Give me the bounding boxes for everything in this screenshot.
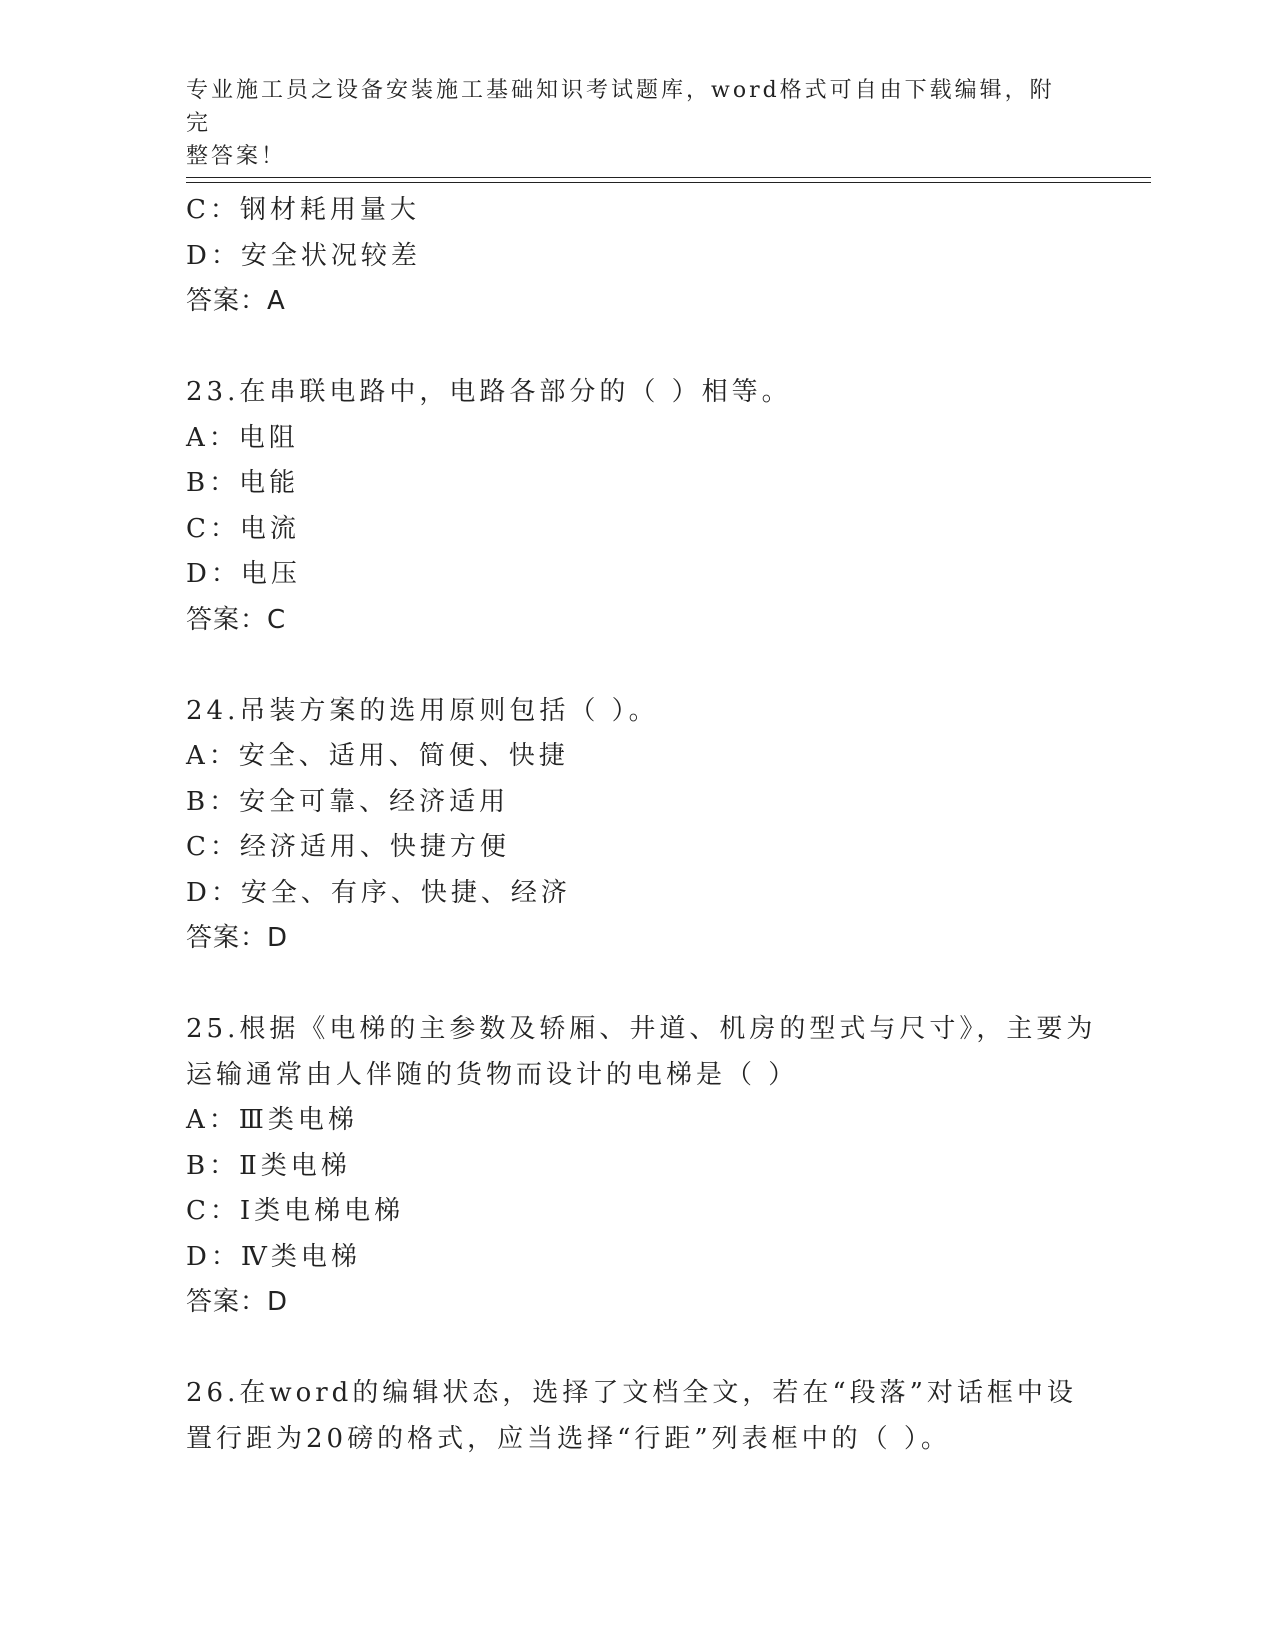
option-line: A：安全、适用、简便、快捷: [186, 741, 569, 771]
option-line: D：安全状况较差: [186, 240, 421, 271]
option-line: B：电能: [186, 468, 300, 498]
question-fragment-22: [186, 188, 1086, 325]
option-line: D：Ⅳ类电梯: [186, 1241, 361, 1272]
answer-line: 答案：D: [186, 1287, 289, 1317]
option-line: B：Ⅱ类电梯: [186, 1150, 351, 1181]
answer-line: 答案：C: [186, 604, 287, 635]
header-divider-top: [186, 177, 1151, 178]
question-text: 运输通常由人伴随的货物而设计的电梯是（ ）: [186, 1059, 799, 1090]
option-line: C：Ⅰ类电梯电梯: [186, 1196, 405, 1226]
option-line: B：安全可靠、经济适用: [186, 786, 510, 817]
question-text: 23.在串联电路中，电路各部分的（ ）相等。: [186, 377, 792, 407]
header-divider-bottom: [186, 182, 1151, 183]
option-line: C：经济适用、快捷方便: [186, 832, 510, 862]
question-24: [186, 689, 1086, 962]
option-line: A：Ⅲ类电梯: [186, 1105, 358, 1135]
option-line: A：电阻: [186, 422, 299, 453]
question-26: [186, 1371, 1086, 1462]
question-text: 24.吊装方案的选用原则包括（ ）。: [186, 695, 659, 726]
question-list: [186, 188, 1097, 1462]
question-text: 25.根据《电梯的主参数及轿厢、井道、机房的型式与尺寸》，主要为: [186, 1014, 1097, 1044]
option-line: D：安全、有序、快捷、经济: [186, 877, 571, 908]
document-header: [186, 74, 1066, 173]
header-line-1: 专业施工员之设备安装施工基础知识考试题库，word格式可自由下载编辑，附完: [186, 78, 1055, 136]
answer-line: 答案：D: [186, 923, 289, 953]
option-line: D：电压: [186, 559, 301, 589]
answer-line: 答案：A: [186, 286, 286, 316]
question-text: 置行距为20磅的格式，应当选择“行距”列表框中的（ ）。: [186, 1423, 951, 1454]
header-line-2: 整答案！: [186, 144, 287, 169]
question-25: [186, 1007, 1097, 1326]
option-line: C：电流: [186, 513, 300, 544]
option-line: C：钢材耗用量大: [186, 195, 420, 225]
question-23: [186, 370, 1086, 643]
question-text: 26.在word的编辑状态，选择了文档全文，若在“段落”对话框中设: [186, 1378, 1077, 1408]
